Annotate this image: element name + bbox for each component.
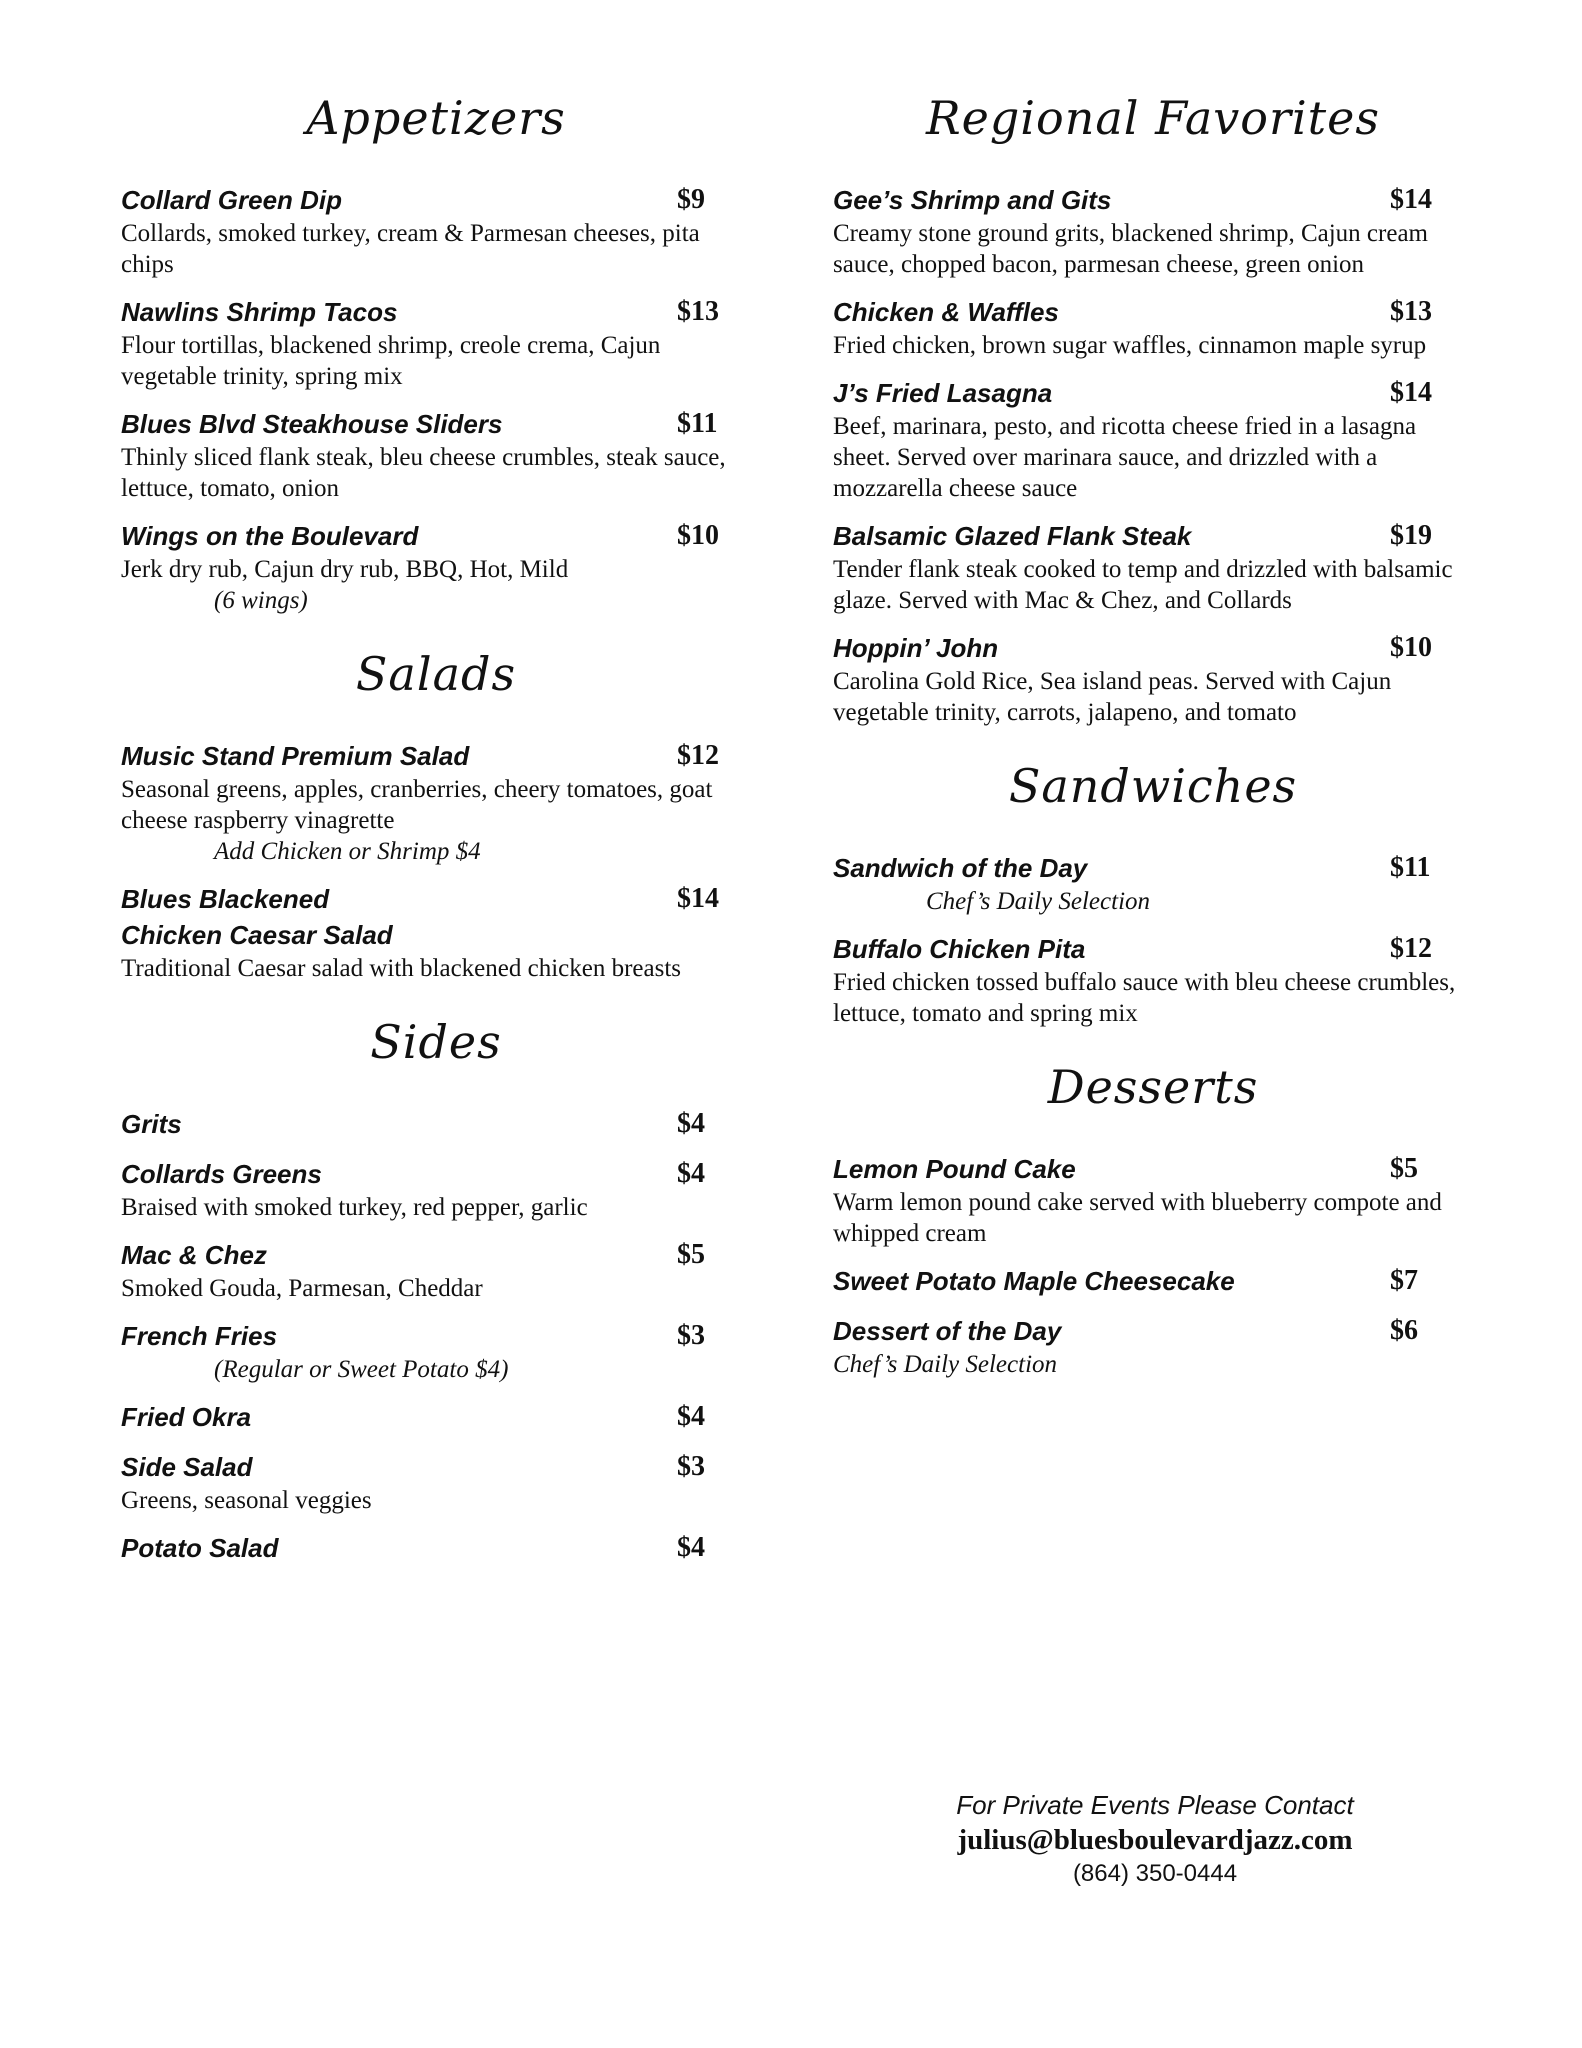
menu-item <box>121 1449 751 1516</box>
item-name: Grits <box>121 1109 182 1139</box>
menu-item <box>833 1151 1473 1249</box>
item-price: $13 <box>1390 296 1432 327</box>
item-name: Side Salad <box>121 1452 253 1482</box>
menu-item <box>833 630 1473 728</box>
item-note: Chef’s Daily Selection <box>926 888 1151 915</box>
item-name: Nawlins Shrimp Tacos <box>121 297 398 327</box>
section-title-regional-favorites: Regional Favorites <box>925 91 1380 145</box>
item-description: Jerk dry rub, Cajun dry rub, BBQ, Hot, Mild <box>121 556 569 583</box>
item-description: Thinly sliced flank steak, bleu cheese crumbles, steak sauce, lettuce, tomato, onion <box>121 444 726 502</box>
section-title-sandwiches: Sandwiches <box>1008 759 1298 813</box>
item-name: Buffalo Chicken Pita <box>833 934 1086 964</box>
item-price: $13 <box>677 296 719 327</box>
item-name: Blues Blvd Steakhouse Sliders <box>121 409 503 439</box>
item-name: Hoppin’ John <box>833 633 999 663</box>
item-price: $12 <box>1390 933 1432 964</box>
item-price: $4 <box>677 1532 705 1563</box>
item-price: $14 <box>1390 184 1432 215</box>
contact-block <box>850 1788 1460 1890</box>
menu-item <box>121 406 751 504</box>
item-price: $3 <box>677 1320 705 1351</box>
item-name: Sandwich of the Day <box>833 853 1088 883</box>
menu-item <box>833 182 1473 280</box>
contact-phone[interactable]: (864) 350-0444 <box>1072 1860 1238 1887</box>
item-price: $19 <box>1390 520 1432 551</box>
item-description: Collards, smoked turkey, cream & Parmesan cheeses, pita chips <box>121 220 700 278</box>
item-name: Dessert of the Day <box>833 1316 1062 1346</box>
contact-email[interactable]: julius@bluesboulevardjazz.com <box>957 1824 1353 1856</box>
item-description: Carolina Gold Rice, Sea island peas. Served with Cajun vegetable trinity, carrots, jalapeno, and tomato <box>833 668 1392 726</box>
item-name: Blues Blackened Chicken Caesar Salad <box>121 884 393 950</box>
item-description: Warm lemon pound cake served with blueberry compote and whipped cream <box>833 1189 1442 1247</box>
item-price: $5 <box>677 1239 705 1270</box>
item-price: $11 <box>1390 852 1431 883</box>
item-name: J’s Fried Lasagna <box>833 378 1053 408</box>
right-column <box>833 88 1473 1408</box>
salads-section <box>121 644 751 984</box>
item-description: Smoked Gouda, Parmesan, Cheddar <box>121 1275 483 1302</box>
menu-item <box>121 1237 751 1304</box>
item-price: $12 <box>677 740 719 771</box>
menu-item <box>121 881 751 984</box>
menu-item <box>833 375 1473 504</box>
menu-item <box>121 182 751 280</box>
item-description: Beef, marinara, pesto, and ricotta cheese fried in a lasagna sheet. Served over marinara sauce, and drizzled with a mozzarella cheese sauce <box>833 413 1417 502</box>
item-description: Fried chicken tossed buffalo sauce with bleu cheese crumbles, lettuce, tomato and spring mix <box>833 969 1456 1027</box>
item-price: $6 <box>1390 1315 1418 1346</box>
item-name: Balsamic Glazed Flank Steak <box>833 521 1192 551</box>
item-price: $4 <box>677 1108 705 1139</box>
item-note: (6 wings) <box>214 587 308 614</box>
item-name: Mac & Chez <box>121 1240 267 1270</box>
item-name: Lemon Pound Cake <box>833 1154 1076 1184</box>
item-name: Sweet Potato Maple Cheesecake <box>833 1266 1235 1296</box>
section-title-desserts: Desserts <box>1047 1060 1259 1114</box>
item-note: Chef’s Daily Selection <box>833 1351 1058 1378</box>
contact-label: For Private Events Please Contact <box>956 1790 1354 1820</box>
item-description: Creamy stone ground grits, blackened shrimp, Cajun cream sauce, chopped bacon, parmesan cheese, green onion <box>833 220 1428 278</box>
appetizers-section <box>121 88 751 616</box>
item-description: Tender flank steak cooked to temp and drizzled with balsamic glaze. Served with Mac & Chez, and Collards <box>833 556 1453 614</box>
item-description: Flour tortillas, blackened shrimp, creole crema, Cajun vegetable trinity, spring mix <box>121 332 661 390</box>
item-description: Seasonal greens, apples, cranberries, cheery tomatoes, goat cheese raspberry vinagrette <box>121 776 713 834</box>
item-price: $10 <box>1390 632 1432 663</box>
item-price: $5 <box>1390 1153 1418 1184</box>
menu-item <box>121 1106 751 1142</box>
regional-favorites-section <box>833 88 1473 728</box>
section-title-salads: Salads <box>355 647 517 701</box>
item-note: (Regular or Sweet Potato $4) <box>214 1356 509 1383</box>
menu-item <box>833 850 1473 917</box>
menu-item <box>121 1399 751 1435</box>
item-description: Greens, seasonal veggies <box>121 1487 372 1514</box>
item-name: French Fries <box>121 1321 278 1351</box>
item-name: Collards Greens <box>121 1159 322 1189</box>
item-price: $9 <box>677 184 705 215</box>
section-title-sides: Sides <box>370 1015 502 1069</box>
menu-item <box>833 1313 1473 1380</box>
item-name: Potato Salad <box>121 1533 279 1563</box>
menu-item <box>121 1156 751 1223</box>
menu-item <box>121 1530 751 1566</box>
menu-item <box>121 738 751 867</box>
item-description: Fried chicken, brown sugar waffles, cinnamon maple syrup <box>833 332 1427 359</box>
menu-item <box>121 1318 751 1385</box>
menu-item <box>121 294 751 392</box>
item-name: Fried Okra <box>121 1402 252 1432</box>
item-price: $14 <box>1390 377 1432 408</box>
item-name: Music Stand Premium Salad <box>121 741 470 771</box>
item-price: $3 <box>677 1451 705 1482</box>
item-description: Braised with smoked turkey, red pepper, garlic <box>121 1194 588 1221</box>
item-description: Traditional Caesar salad with blackened chicken breasts <box>121 955 682 982</box>
item-price: $14 <box>677 883 719 914</box>
section-title-appetizers: Appetizers <box>306 91 566 145</box>
item-price: $4 <box>677 1401 705 1432</box>
desserts-section <box>833 1057 1473 1380</box>
menu-item <box>833 1263 1473 1299</box>
menu-item <box>833 518 1473 616</box>
sides-section <box>121 1012 751 1566</box>
menu-item <box>833 294 1473 361</box>
menu-item <box>121 518 751 616</box>
item-price: $10 <box>677 520 719 551</box>
item-name: Chicken & Waffles <box>833 297 1059 327</box>
item-price: $7 <box>1390 1265 1418 1296</box>
menu-item <box>833 931 1473 1029</box>
item-name: Collard Green Dip <box>121 185 343 215</box>
left-column <box>121 88 751 1594</box>
item-price: $4 <box>677 1158 705 1189</box>
item-price: $11 <box>677 408 718 439</box>
item-name: Wings on the Boulevard <box>121 521 419 551</box>
sandwiches-section <box>833 756 1473 1029</box>
item-note: Add Chicken or Shrimp $4 <box>214 838 481 865</box>
item-name: Gee’s Shrimp and Gits <box>833 185 1112 215</box>
